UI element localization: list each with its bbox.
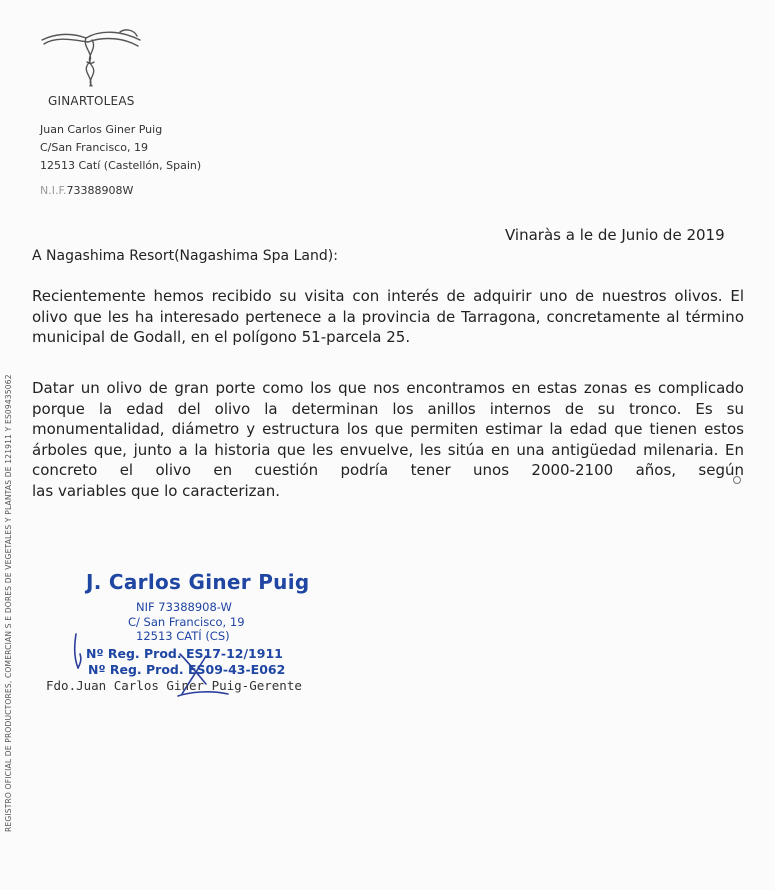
stamp-street: C/ San Francisco, 19	[128, 615, 245, 629]
letter-greeting: A Nagashima Resort(Nagashima Spa Land):	[32, 248, 338, 264]
nif-label: N.I.F.	[40, 184, 67, 197]
stamp-nif: NIF 73388908-W	[136, 600, 232, 614]
stamp-name: J. Carlos Giner Puig	[86, 570, 310, 594]
sender-street: C/San Francisco, 19	[40, 141, 148, 154]
olive-tree-logo-icon	[40, 26, 144, 88]
letter-paragraph-1: Recientemente hemos recibido su visita con interés de adquirir uno de nuestros olivos. El olivo que les ha interesado pertenece a la provincia de Tarragona, concretamente al término municipal de Godall, en el polígono 51-parcela 25.	[32, 287, 744, 346]
registry-sidebar-text: REGISTRO OFICIAL DE PRODUCTORES, COMERCIAN S E DORES DE VEGETALES Y PLANTAS DE 121911 Y ES09435062	[4, 374, 13, 832]
signature-line: Fdo.Juan Carlos Giner Puig-Gerente	[46, 678, 302, 693]
stamp-reg-2: Nº Reg. Prod. ES09-43-E062	[88, 662, 286, 677]
sender-nif	[40, 184, 133, 197]
sender-name: Juan Carlos Giner Puig	[40, 123, 163, 136]
paragraph-2-body: Datar un olivo de gran porte como los que nos encontramos en estas zonas es complicado porque la edad del olivo la determinan los anillos internos de su tronco. Es su monumentalidad, diámetro y estructura los que permiten estimar la edad que tienen estos árboles que, junto a la historia que les envuelve, les sitúa en una antigüedad milenaria. En concreto el olivo en cuestión podría tener unos 2000-2100 años, según	[32, 379, 744, 479]
letter-paragraph-2	[32, 378, 744, 501]
sender-city: 12513 Catí (Castellón, Spain)	[40, 159, 202, 172]
brand-name: GINARTOLEAS	[48, 94, 135, 108]
stamp-city: 12513 CATÍ (CS)	[136, 629, 230, 643]
nif-value: 73388908W	[66, 184, 134, 197]
stamp-reg-1: Nº Reg. Prod. ES17-12/1911	[86, 646, 283, 661]
paragraph-2-last-line: las variables que lo caracterizan.	[32, 481, 281, 500]
letter-date: Vinaràs a le de Junio de 2019	[505, 226, 725, 244]
circle-mark	[733, 476, 741, 484]
